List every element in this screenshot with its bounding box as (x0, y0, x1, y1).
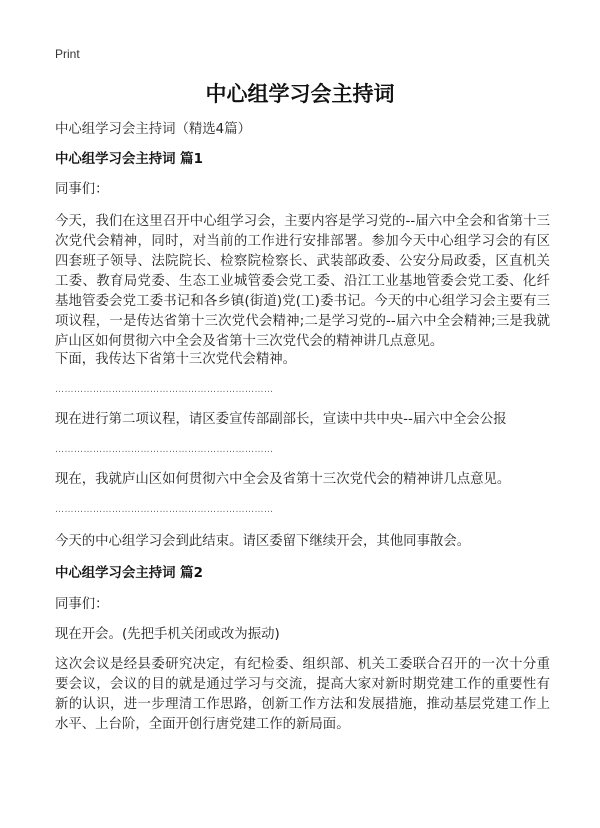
print-label: Print (55, 47, 80, 61)
greeting-2: 同事们： (55, 597, 109, 612)
paragraph-closing: 今天的中心组学习会到此结束。请区委留下继续开会，其他同事散会。 (55, 534, 471, 549)
document-subtitle: 中心组学习会主持词（精选4篇） (55, 122, 251, 137)
greeting-1: 同事们： (55, 182, 109, 197)
ellipsis-divider: …………………………………………………………… (55, 385, 274, 395)
ellipsis-divider: …………………………………………………………… (55, 505, 274, 515)
paragraph-open-meeting: 现在开会。(先把手机关闭或改为振动) (55, 627, 280, 642)
section-heading-2: 中心组学习会主持词 篇2 (55, 566, 203, 581)
ellipsis-divider: …………………………………………………………… (55, 445, 274, 455)
paragraph-agenda-two: 现在进行第二项议程，请区委宣传部副部长，宣读中共中央--届六中全会公报 (55, 412, 507, 427)
paragraph-opinions: 现在，我就庐山区如何贯彻六中全会及省第十三次党代会的精神讲几点意见。 (55, 472, 511, 487)
paragraph-relay: 下面，我传达下省第十三次党代会精神。 (55, 352, 297, 367)
section-heading-1: 中心组学习会主持词 篇1 (55, 152, 203, 167)
paragraph-meeting-purpose: 这次会议是经县委研究决定，有纪检委、组织部、机关工委联合召开的一次十分重要会议，会议的目的就是通过学习与交流，提高大家对新时期党建工作的重要性有新的认识，进一步理清工作思路，创新工作方法和发展措施，推动基层党建工作上水平、上台阶，全面开创行唐党建工作的新局面。 (55, 657, 550, 732)
page-title: 中心组学习会主持词 (205, 82, 395, 106)
paragraph-intro: 今天，我们在这里召开中心组学习会，主要内容是学习党的--届六中全会和省第十三次党代会精神，同时，对当前的工作进行安排部署。参加今天中心组学习会的有区四套班子领导、法院院长、检察院检察长、武装部政委、公安分局政委，区直机关工委、教育局党委、生态工业城管委会党工委、沿江工业基地管委会党工委、化纤基地管委会党工委书记和各乡镇(街道)党(工)委书记。今天的中心组学习会主要有三项议程，一是传达省第十三次党代会精神;二是学习党的--届六中全会精神;三是我就庐山区如何贯彻六中全会及省第十三次党代会的精神讲几点意见。 (55, 214, 550, 349)
